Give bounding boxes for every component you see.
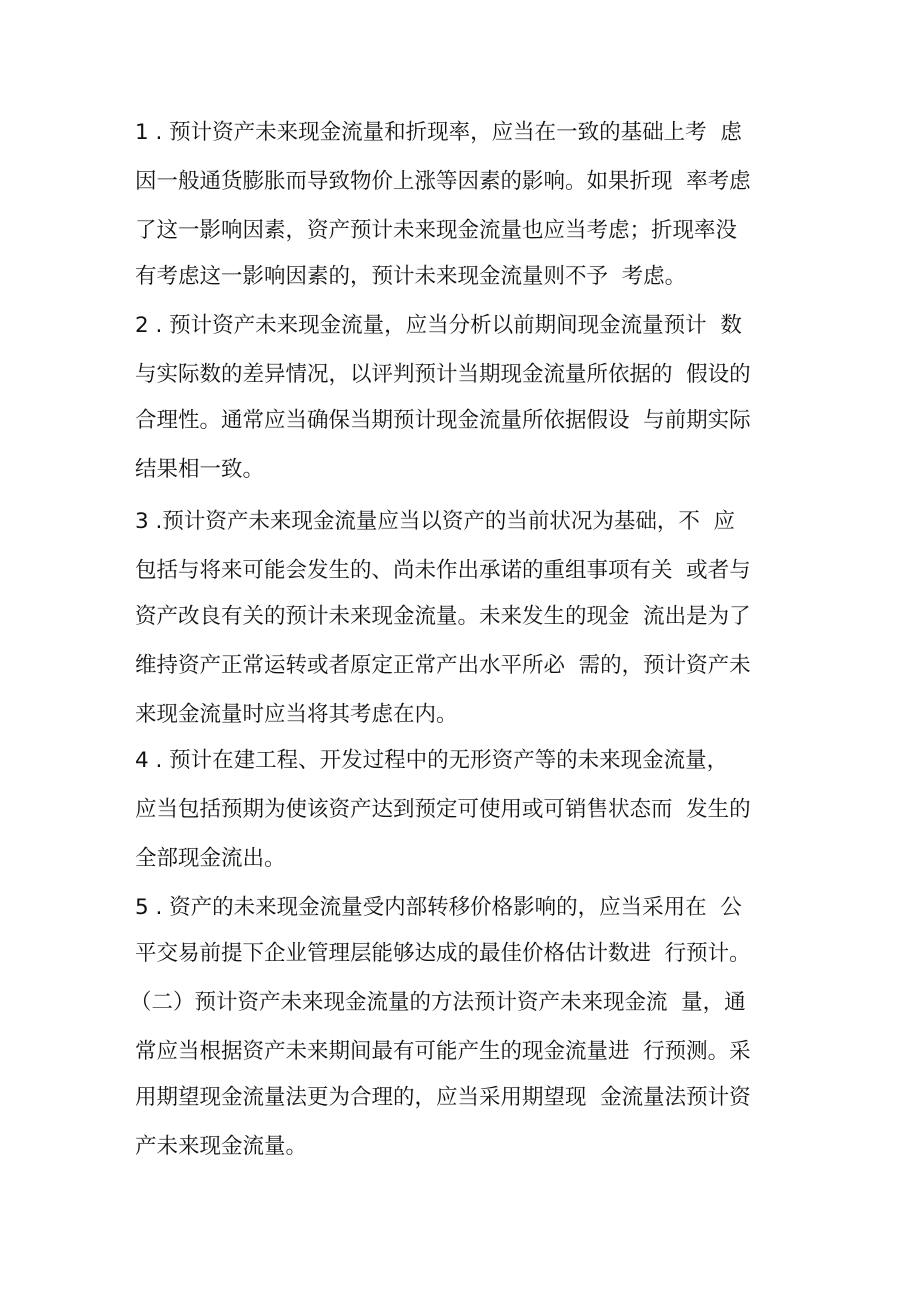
text-line: 结果相一致。 bbox=[135, 457, 265, 482]
text-line: 5 . 资产的未来现金流量受内部转移价格影响的，应当采用在 公 bbox=[135, 895, 742, 920]
text-line: 包括与将来可能会发生的、尚未作出承诺的重组事项有关 或者与 bbox=[135, 558, 751, 583]
text-line: 常应当根据资产未来期间最有可能产生的现金流量进 行预测。采 bbox=[135, 1039, 751, 1064]
text-line: 资产改良有关的预计未来现金流量。未来发生的现金 流出是为了 bbox=[135, 604, 751, 629]
text-line: 了这一影响因素，资产预计未来现金流量也应当考虑；折现率没 bbox=[135, 218, 738, 243]
text-line: 3 .预计资产未来现金流量应当以资产的当前状况为基础，不 应 bbox=[135, 509, 736, 534]
text-line: 有考虑这一影响因素的，预计未来现金流量则不予 考虑。 bbox=[135, 264, 687, 289]
text-line: 2 . 预计资产未来现金流量，应当分析以前期间现金流量预计 数 bbox=[135, 313, 742, 338]
text-line: 合理性。通常应当确保当期预计现金流量所依据假设 与前期实际 bbox=[135, 408, 751, 433]
text-line: 1 . 预计资产未来现金流量和折现率，应当在一致的基础上考 虑 bbox=[135, 120, 742, 145]
text-line: 平交易前提下企业管理层能够达成的最佳价格估计数进 行预计。 bbox=[135, 941, 751, 966]
text-line: 来现金流量时应当将其考虑在内。 bbox=[135, 702, 458, 727]
text-line: 与实际数的差异情况，以评判预计当期现金流量所依据的 假设的 bbox=[135, 362, 751, 387]
text-line: 4 . 预计在建工程、开发过程中的无形资产等的未来现金流量， bbox=[135, 748, 729, 773]
text-line: 因一般通货膨胀而导致物价上涨等因素的影响。如果折现 率考虑 bbox=[135, 169, 751, 194]
text-line: 用期望现金流量法更为合理的，应当采用期望现 金流量法预计资 bbox=[135, 1085, 751, 1110]
text-line: 产未来现金流量。 bbox=[135, 1134, 308, 1159]
text-line: （二）预计资产未来现金流量的方法预计资产未来现金流 量，通 bbox=[130, 990, 746, 1015]
text-line: 应当包括预期为使该资产达到预定可使用或可销售状态而 发生的 bbox=[135, 797, 751, 822]
text-line: 维持资产正常运转或者原定正常产出水平所必 需的，预计资产未 bbox=[135, 653, 751, 678]
text-line: 全部现金流出。 bbox=[135, 846, 286, 871]
